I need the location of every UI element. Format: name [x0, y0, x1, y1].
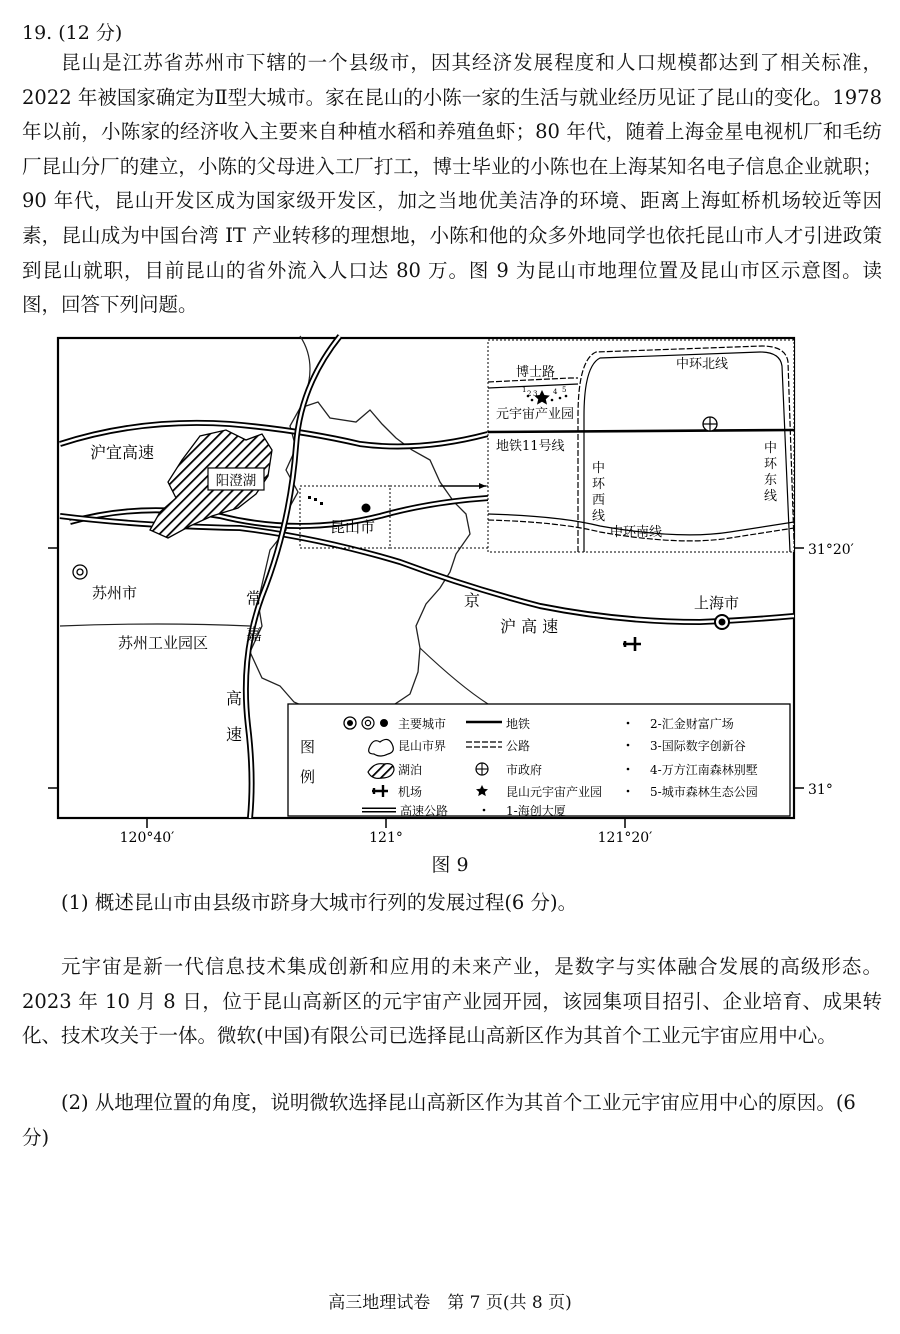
site-number-2: 2: [527, 390, 532, 398]
kunshan-city-dot: [362, 504, 371, 513]
legend-lake: 湖泊: [398, 763, 423, 777]
yangcheng-lake-label: 阳澄湖: [215, 473, 257, 489]
lon-label-121: 121°: [369, 830, 403, 846]
legend-site-3: 3-国际数字创新谷: [650, 739, 746, 753]
east-ring-label-2: 环: [764, 457, 778, 472]
north-ring-label: 中环北线: [676, 357, 729, 372]
changjia-label-3: 高: [226, 689, 243, 708]
legend-major-city: 主要城市: [398, 717, 447, 731]
site-number-4: 4: [553, 388, 558, 396]
changjia-label-4: 速: [226, 725, 243, 744]
legend-park: 昆山元宇宙产业园: [506, 785, 603, 799]
east-ring-label-3: 东: [764, 473, 778, 488]
changjia-label-2: 嘉: [246, 625, 263, 644]
site-number-3: 3: [533, 390, 538, 398]
east-ring-label-4: 线: [764, 489, 778, 504]
legend-expressway: 高速公路: [400, 804, 449, 818]
lon-label-120-40: 120°40′: [119, 830, 175, 846]
legend-government: 市政府: [506, 763, 543, 777]
jinghu-label-2: 沪 高 速: [500, 617, 559, 636]
west-ring-label-2: 环: [592, 477, 606, 492]
suzhou-park-label: 苏州工业园区: [118, 634, 209, 652]
question-intro: 昆山是江苏省苏州市下辖的一个县级市，因其经济发展程度和人口规模都达到了相关标准，2022 年被国家确定为Ⅱ型大城市。家在昆山的小陈一家的生活与就业经历见证了昆山的变化。1978 年以前，小陈家的经济收入主要来自种植水稻和养殖鱼虾；80 年代，随着上海金星电视机厂和毛纺厂昆山分厂的建立，小陈的父母进入工厂打工，博士毕业的小陈也在上海某知名电子信息企业就职；90 年代，昆山开发区成为国家级开发区，加之当地优美洁净的环境、距离上海虹桥机场较近等因素，昆山成为中国台湾 IT 产业转移的理想地，小陈和他的众多外地同学也依托昆山市人才引进政策到昆山就职，目前昆山的省外流入人口达 80 万。图 9 为昆山市地理位置及昆山市区示意图。读图，回答下列问题。: [22, 51, 882, 317]
figure-9-map: [0, 326, 900, 856]
west-ring-label-1: 中: [592, 461, 606, 476]
site-number-1: 1: [522, 386, 527, 394]
sub-question-2: (2) 从地理位置的角度，说明微软选择昆山高新区作为其首个工业元宇宙应用中心的原因。(6 分): [22, 1091, 856, 1149]
legend-site-2: 2-汇金财富广场: [650, 717, 734, 731]
page-footer: 高三地理试卷 第 7 页(共 8 页): [328, 1293, 572, 1313]
lon-label-121-20: 121°20′: [597, 830, 653, 846]
kunshan-boundary: [250, 402, 470, 726]
boshi-road-label: 博士路: [516, 365, 556, 380]
inset-map: [488, 340, 794, 552]
map-svg: [0, 326, 900, 856]
kunshan-label: 昆山市: [330, 518, 376, 536]
east-ring-label-1: 中: [764, 441, 778, 456]
south-ring-label: 中环南线: [610, 525, 663, 540]
shanghai-label: 上海市: [694, 594, 740, 612]
metro-11-label: 地铁11号线: [496, 439, 565, 454]
west-ring-label-3: 西: [592, 493, 606, 508]
legend-title-2: 例: [300, 768, 316, 786]
suzhou-label: 苏州市: [92, 584, 138, 602]
legend-boundary: 昆山市界: [398, 739, 447, 753]
changjia-label-1: 常: [246, 589, 263, 608]
airport-icon: [623, 637, 641, 651]
metaverse-park-label: 元宇宙产业园: [496, 407, 575, 422]
map-legend: [288, 704, 790, 818]
question-number: 19. (12 分): [22, 22, 123, 44]
legend-site-5: 5-城市森林生态公园: [650, 785, 758, 799]
west-ring-label-4: 线: [592, 509, 606, 524]
sub-question-1: (1) 概述昆山市由县级市跻身大城市行列的发展过程(6 分)。: [61, 891, 578, 914]
jinghu-label-1: 京: [464, 591, 481, 610]
legend-title-1: 图: [300, 738, 316, 756]
legend-site-4: 4-万方江南森林别墅: [650, 763, 758, 777]
city-boundary-legend-icon: [369, 739, 394, 756]
lat-label-31: 31°: [808, 782, 833, 798]
question-intro-2: 元宇宙是新一代信息技术集成创新和应用的未来产业，是数字与实体融合发展的高级形态。2023 年 10 月 8 日，位于昆山高新区的元宇宙产业园开园，该园集项目招引、企业培育、成果转化、技术攻关于一体。微软(中国)有限公司已选择昆山高新区作为其首个工业元宇宙应用中心。: [22, 955, 882, 1048]
lat-label-31-20: 31°20′: [808, 542, 854, 558]
figure-caption: 图 9: [431, 854, 469, 876]
site-number-5: 5: [562, 386, 567, 394]
legend-road: 公路: [506, 739, 531, 753]
legend-metro: 地铁: [506, 717, 531, 731]
huyi-label: 沪宜高速: [90, 443, 155, 462]
legend-site-1: 1-海创大厦: [506, 804, 566, 818]
legend-airport: 机场: [398, 785, 423, 799]
suzhou-city-icon: [73, 565, 87, 579]
